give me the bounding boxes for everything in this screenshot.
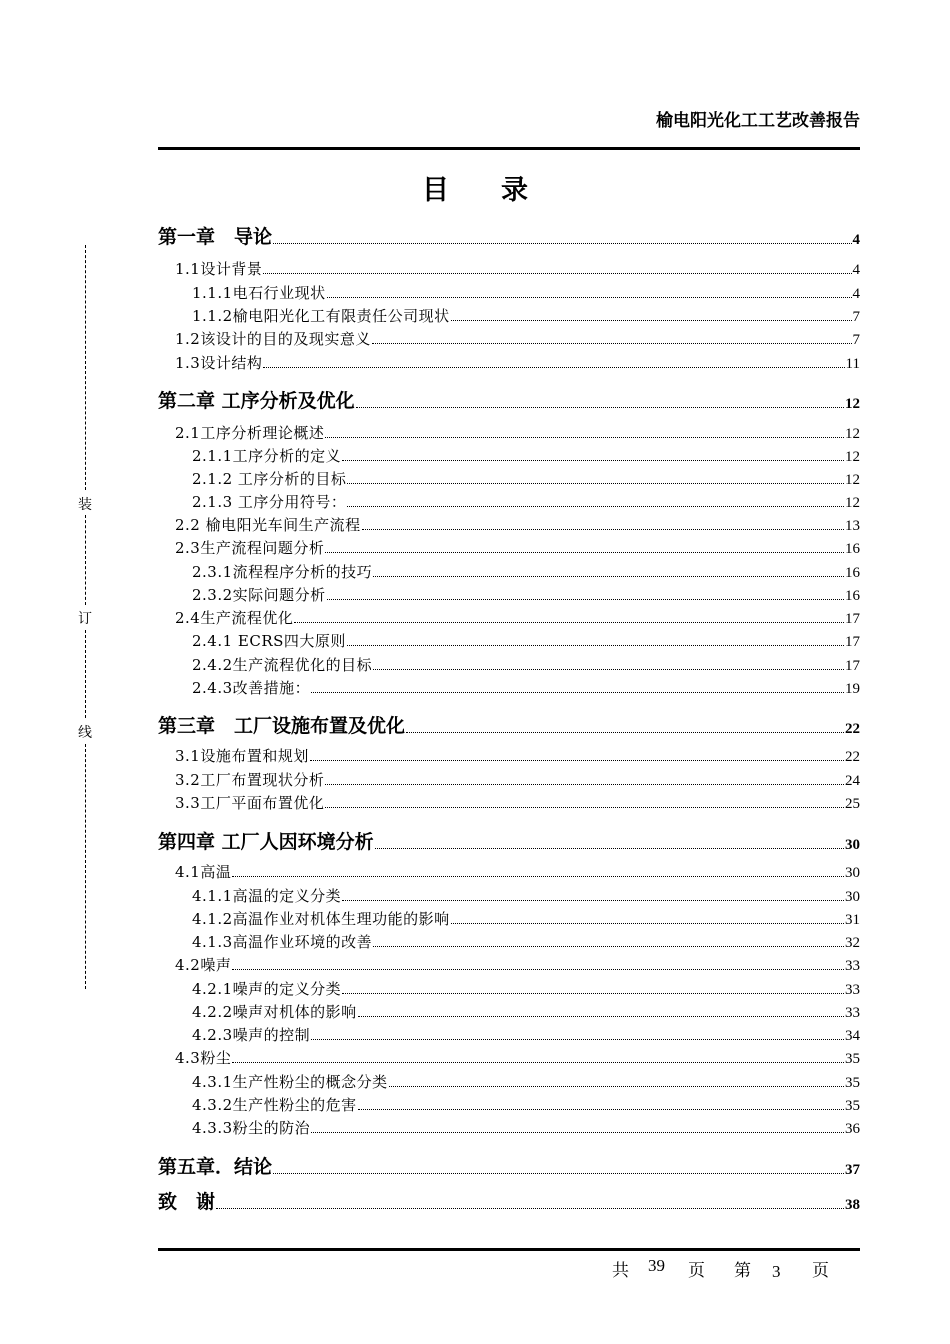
toc-section-entry[interactable] bbox=[192, 654, 860, 675]
toc-entry-label: 4.1高温 bbox=[175, 863, 232, 881]
toc-entry-page: 17 bbox=[845, 634, 860, 650]
toc-dot-leader bbox=[347, 483, 844, 484]
toc-entry-page: 33 bbox=[845, 958, 860, 974]
toc-entry-label: 1.1.2榆电阳光化工有限责任公司现状 bbox=[192, 307, 450, 325]
toc-entry-label: 2.3.2实际问题分析 bbox=[192, 586, 326, 604]
toc-entry-label: 2.4.3改善措施： bbox=[192, 679, 311, 697]
toc-entry-label: 1.1设计背景 bbox=[175, 260, 263, 278]
toc-section-entry[interactable] bbox=[175, 422, 860, 443]
toc-dot-leader bbox=[327, 599, 844, 600]
toc-entry-page: 35 bbox=[845, 1075, 860, 1091]
toc-dot-leader bbox=[310, 760, 844, 761]
toc-section-entry[interactable] bbox=[192, 468, 860, 489]
toc-entry-label: 4.2.3噪声的控制 bbox=[192, 1026, 311, 1044]
toc-dot-leader bbox=[325, 437, 844, 438]
toc-dot-leader bbox=[273, 1173, 844, 1174]
toc-section-entry[interactable] bbox=[192, 1001, 860, 1022]
toc-entry-page: 30 bbox=[845, 889, 860, 905]
toc-entry-label: 4.3.1生产性粉尘的概念分类 bbox=[192, 1073, 388, 1091]
toc-dot-leader bbox=[362, 529, 844, 530]
toc-entry-label: 2.3生产流程问题分析 bbox=[175, 539, 325, 557]
toc-entry-page: 12 bbox=[845, 472, 860, 488]
toc-dot-leader bbox=[347, 645, 844, 646]
toc-entry-label: 4.1.1高温的定义分类 bbox=[192, 887, 342, 905]
toc-chapter-entry[interactable] bbox=[158, 1187, 860, 1214]
toc-dot-leader bbox=[325, 552, 844, 553]
toc-entry-label: 2.1.2 工序分析的目标 bbox=[192, 470, 347, 488]
toc-entry-label: 4.2.2噪声对机体的影响 bbox=[192, 1003, 357, 1021]
toc-section-entry[interactable] bbox=[192, 978, 860, 999]
toc-entry-page: 12 bbox=[845, 396, 860, 412]
footer-total-prefix: 共 bbox=[612, 1261, 629, 1280]
toc-entry-page: 4 bbox=[852, 232, 860, 248]
toc-entry-page: 35 bbox=[845, 1051, 860, 1067]
toc-dot-leader bbox=[273, 243, 851, 244]
footer-total-suffix: 页 bbox=[688, 1261, 705, 1280]
toc-entry-label: 第二章 工序分析及优化 bbox=[158, 390, 355, 412]
toc-entry-label: 4.3.2生产性粉尘的危害 bbox=[192, 1096, 357, 1114]
toc-dot-leader bbox=[311, 692, 844, 693]
toc-section-entry[interactable] bbox=[192, 491, 860, 512]
toc-entry-page: 34 bbox=[845, 1028, 860, 1044]
toc-entry-label: 4.3.3粉尘的防治 bbox=[192, 1119, 311, 1137]
toc-entry-label: 1.2该设计的目的及现实意义 bbox=[175, 330, 371, 348]
toc-section-entry[interactable] bbox=[192, 561, 860, 582]
toc-entry-page: 4 bbox=[852, 286, 860, 302]
toc-entry-page: 16 bbox=[845, 588, 860, 604]
toc-section-entry[interactable] bbox=[192, 282, 860, 303]
toc-dot-leader bbox=[311, 1132, 844, 1133]
toc-dot-leader bbox=[347, 506, 844, 507]
toc-section-entry[interactable] bbox=[192, 908, 860, 929]
toc-section-entry[interactable] bbox=[175, 769, 860, 790]
toc-dot-leader bbox=[358, 1016, 844, 1017]
toc-entry-page: 36 bbox=[845, 1121, 860, 1137]
toc-section-entry[interactable] bbox=[192, 584, 860, 605]
toc-entry-label: 第一章 导论 bbox=[158, 226, 273, 248]
toc-entry-page: 13 bbox=[845, 518, 860, 534]
toc-entry-page: 7 bbox=[852, 332, 860, 348]
toc-entry-page: 4 bbox=[852, 262, 860, 278]
toc-dot-leader bbox=[451, 320, 852, 321]
toc-section-entry[interactable] bbox=[192, 931, 860, 952]
footer-total-pages: 39 bbox=[648, 1256, 665, 1275]
toc-entry-page: 22 bbox=[845, 749, 860, 765]
binding-char-xian: 线 bbox=[78, 725, 92, 741]
toc-entry-label: 4.2.1噪声的定义分类 bbox=[192, 980, 342, 998]
toc-chapter-entry[interactable] bbox=[158, 827, 860, 854]
toc-dot-leader bbox=[406, 732, 844, 733]
toc-entry-label: 3.3工厂平面布置优化 bbox=[175, 794, 325, 812]
toc-entry-label: 2.1.3 工序分用符号： bbox=[192, 493, 347, 511]
toc-entry-page: 31 bbox=[845, 912, 860, 928]
toc-entry-label: 4.1.3高温作业环境的改善 bbox=[192, 933, 373, 951]
toc-dot-leader bbox=[327, 297, 852, 298]
toc-entry-label: 2.3.1流程程序分析的技巧 bbox=[192, 563, 373, 581]
toc-entry-page: 33 bbox=[845, 1005, 860, 1021]
toc-entry-page: 12 bbox=[845, 495, 860, 511]
toc-entry-page: 7 bbox=[852, 309, 860, 325]
toc-section-entry[interactable] bbox=[192, 1071, 860, 1092]
toc-entry-label: 第五章．结论 bbox=[158, 1156, 273, 1178]
toc-section-entry[interactable] bbox=[175, 861, 860, 882]
toc-section-entry[interactable] bbox=[175, 514, 860, 535]
toc-entry-label: 4.3粉尘 bbox=[175, 1049, 232, 1067]
toc-dot-leader bbox=[232, 969, 844, 970]
footer-current-page: 3 bbox=[772, 1262, 781, 1281]
toc-dot-leader bbox=[373, 669, 844, 670]
toc-section-entry[interactable] bbox=[175, 745, 860, 766]
toc-dot-leader bbox=[451, 923, 844, 924]
toc-section-entry[interactable] bbox=[192, 445, 860, 466]
toc-dot-leader bbox=[342, 900, 844, 901]
toc-entry-label: 第三章 工厂设施布置及优化 bbox=[158, 715, 406, 737]
toc-entry-page: 33 bbox=[845, 982, 860, 998]
toc-dot-leader bbox=[232, 1062, 844, 1063]
toc-entry-label: 第四章 工厂人因环境分析 bbox=[158, 831, 374, 853]
footer-current-suffix: 页 bbox=[812, 1261, 829, 1280]
toc-dot-leader bbox=[358, 1109, 844, 1110]
toc-entry-label: 2.4.2生产流程优化的目标 bbox=[192, 656, 373, 674]
toc-dot-leader bbox=[232, 876, 844, 877]
toc-entry-page: 16 bbox=[845, 541, 860, 557]
toc-dot-leader bbox=[372, 343, 852, 344]
toc-dot-leader bbox=[325, 784, 844, 785]
toc-entry-page: 24 bbox=[845, 773, 860, 789]
toc-entry-label: 2.4.1 ECRS四大原则 bbox=[192, 632, 346, 650]
toc-dot-leader bbox=[373, 946, 844, 947]
toc-entry-label: 致 谢 bbox=[158, 1191, 216, 1213]
toc-section-entry[interactable] bbox=[192, 1117, 860, 1138]
toc-entry-label: 3.2工厂布置现状分析 bbox=[175, 771, 325, 789]
toc-entry-label: 2.4生产流程优化 bbox=[175, 609, 294, 627]
toc-chapter-entry[interactable] bbox=[158, 222, 860, 249]
toc-entry-page: 11 bbox=[845, 356, 860, 372]
toc-entry-page: 37 bbox=[845, 1162, 860, 1178]
toc-section-entry[interactable] bbox=[192, 630, 860, 651]
toc-dot-leader bbox=[389, 1086, 844, 1087]
toc-dot-leader bbox=[375, 848, 844, 849]
toc-entry-page: 30 bbox=[845, 837, 860, 853]
toc-section-entry[interactable] bbox=[175, 328, 860, 349]
page-header-title: 榆电阳光化工工艺改善报告 bbox=[656, 111, 860, 131]
toc-section-entry[interactable] bbox=[192, 885, 860, 906]
toc-section-entry[interactable] bbox=[175, 352, 860, 373]
toc-section-entry[interactable] bbox=[175, 954, 860, 975]
toc-dot-leader bbox=[342, 460, 844, 461]
toc-entry-page: 22 bbox=[845, 721, 860, 737]
toc-section-entry[interactable] bbox=[192, 677, 860, 698]
toc-title: 目录 bbox=[422, 175, 580, 206]
toc-chapter-entry[interactable] bbox=[158, 711, 860, 738]
toc-chapter-entry[interactable] bbox=[158, 386, 860, 413]
toc-entry-label: 2.2 榆电阳光车间生产流程 bbox=[175, 516, 361, 534]
toc-dot-leader bbox=[325, 807, 844, 808]
toc-entry-page: 35 bbox=[845, 1098, 860, 1114]
toc-dot-leader bbox=[311, 1039, 844, 1040]
toc-section-entry[interactable] bbox=[175, 1047, 860, 1068]
toc-section-entry[interactable] bbox=[192, 1094, 860, 1115]
toc-section-entry[interactable] bbox=[192, 1024, 860, 1045]
footer-current-prefix: 第 bbox=[734, 1261, 751, 1280]
toc-entry-label: 3.1设施布置和规划 bbox=[175, 747, 309, 765]
toc-entry-page: 32 bbox=[845, 935, 860, 951]
toc-section-entry[interactable] bbox=[175, 607, 860, 628]
footer-rule bbox=[158, 1248, 860, 1251]
toc-section-entry[interactable] bbox=[175, 537, 860, 558]
binding-char-zhuang: 装 bbox=[78, 497, 92, 513]
toc-entry-page: 17 bbox=[845, 658, 860, 674]
toc-entry-label: 2.1.1工序分析的定义 bbox=[192, 447, 342, 465]
toc-entry-page: 19 bbox=[845, 681, 860, 697]
toc-section-entry[interactable] bbox=[192, 305, 860, 326]
toc-dot-leader bbox=[263, 273, 851, 274]
toc-dot-leader bbox=[342, 993, 844, 994]
toc-entry-page: 12 bbox=[845, 449, 860, 465]
toc-dot-leader bbox=[373, 576, 844, 577]
toc-section-entry[interactable] bbox=[175, 792, 860, 813]
toc-entry-label: 4.1.2高温作业对机体生理功能的影响 bbox=[192, 910, 450, 928]
toc-chapter-entry[interactable] bbox=[158, 1152, 860, 1179]
toc-entry-label: 1.3设计结构 bbox=[175, 354, 263, 372]
toc-entry-page: 38 bbox=[845, 1197, 860, 1213]
toc-entry-page: 16 bbox=[845, 565, 860, 581]
binding-char-ding: 订 bbox=[78, 611, 92, 627]
toc-dot-leader bbox=[356, 407, 844, 408]
toc-entry-page: 30 bbox=[845, 865, 860, 881]
toc-entry-page: 12 bbox=[845, 426, 860, 442]
toc-entry-label: 2.1工序分析理论概述 bbox=[175, 424, 325, 442]
toc-section-entry[interactable] bbox=[175, 258, 860, 279]
toc-entry-page: 25 bbox=[845, 796, 860, 812]
toc-entry-page: 17 bbox=[845, 611, 860, 627]
toc-dot-leader bbox=[263, 367, 844, 368]
toc-dot-leader bbox=[216, 1208, 844, 1209]
toc-entry-label: 4.2噪声 bbox=[175, 956, 232, 974]
toc-entry-label: 1.1.1电石行业现状 bbox=[192, 284, 326, 302]
toc-dot-leader bbox=[294, 622, 844, 623]
